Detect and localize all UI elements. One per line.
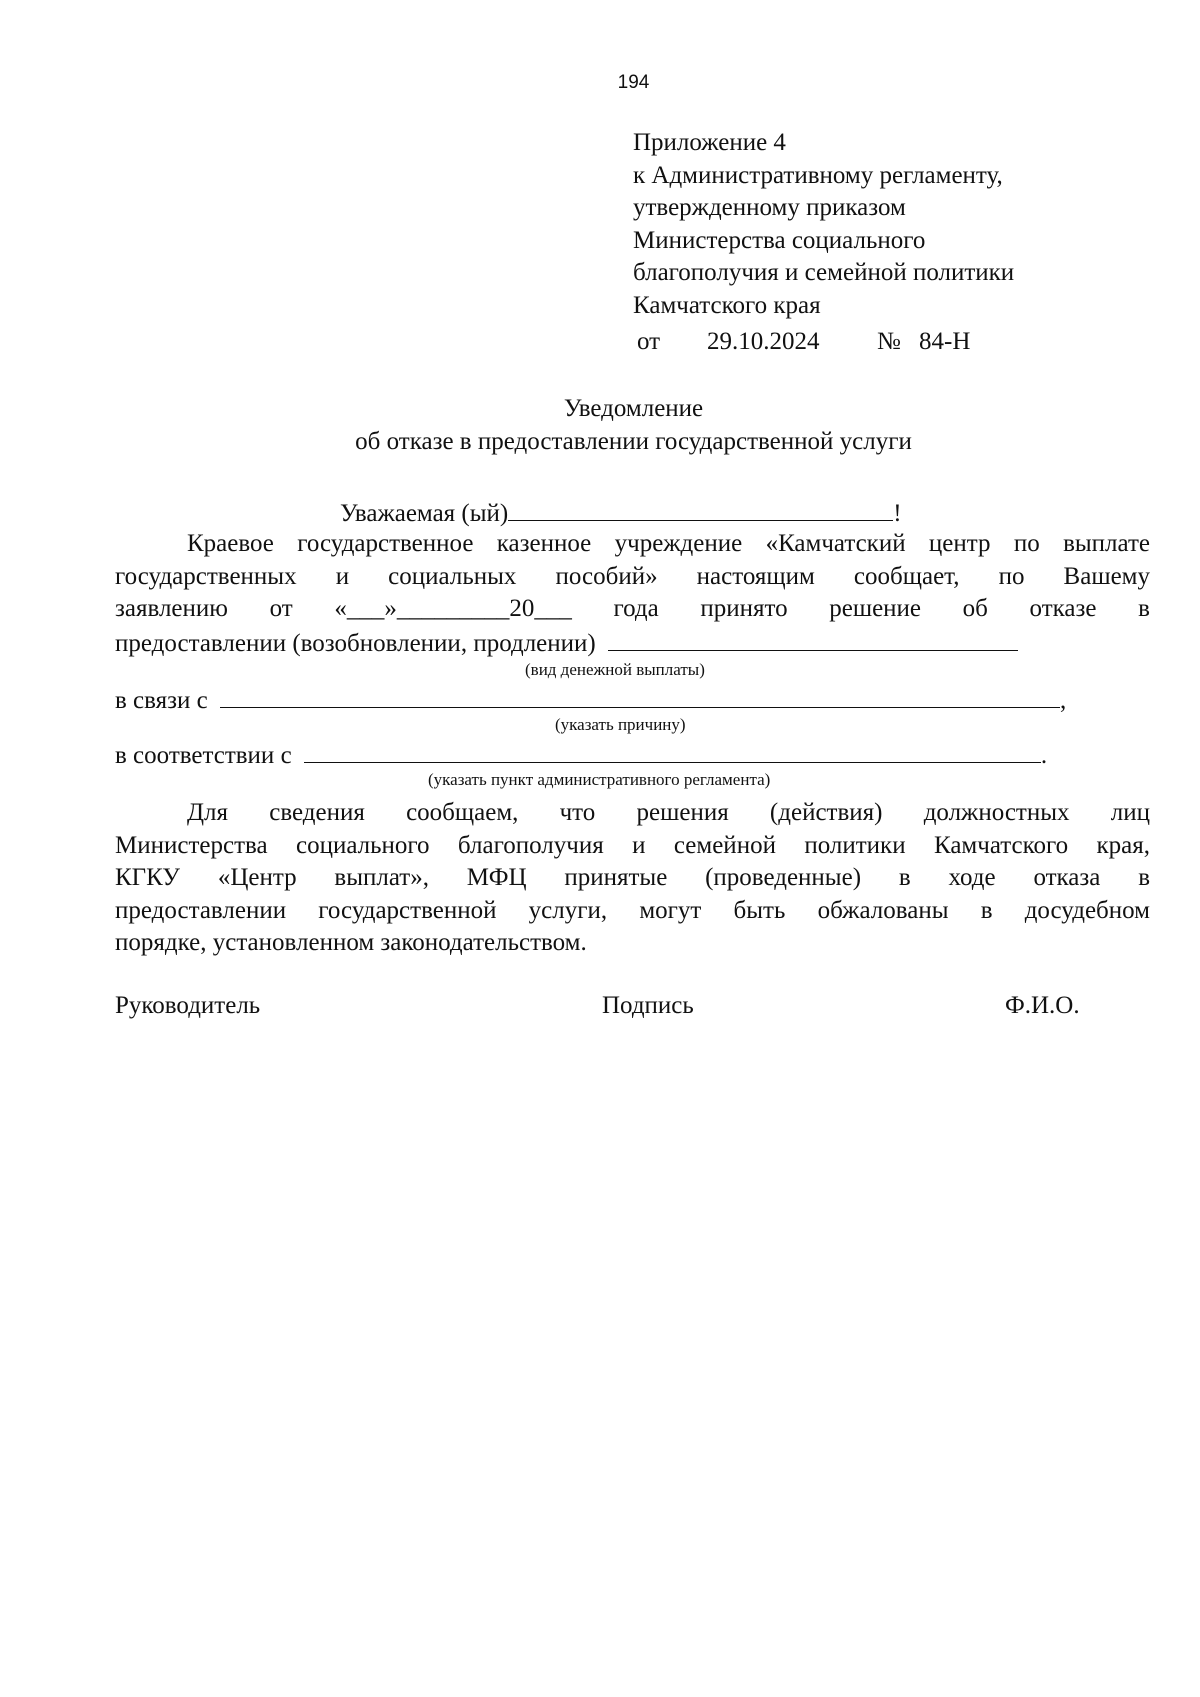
approval-line: Приложение 4	[633, 129, 786, 156]
date-prefix: от	[637, 328, 661, 355]
recipient-name-line	[508, 496, 893, 521]
order-date: 29.10.2024	[707, 328, 820, 355]
accordance-end: .	[1040, 742, 1048, 769]
order-number: 84-Н	[919, 328, 971, 355]
number-sign: №	[877, 328, 901, 355]
salutation-end: !	[893, 500, 902, 527]
reason-hint: (указать причину)	[555, 715, 686, 734]
page-number: 194	[617, 72, 650, 93]
word: года	[613, 595, 659, 622]
salutation	[340, 496, 902, 528]
payment-type-hint: (вид денежной выплаты)	[525, 660, 705, 679]
paragraph-row: предоставлении государственной услуги, могут быть обжалованы в досудебном	[115, 896, 1150, 924]
reason-row	[115, 683, 1066, 715]
approval-line: к Административному регламенту,	[633, 161, 1003, 189]
notice-title: Уведомление	[563, 395, 704, 422]
salutation-text: Уважаемая (ый)	[340, 500, 509, 527]
approval-line: утвержденному приказом	[633, 194, 906, 221]
approval-block	[633, 127, 1014, 359]
word: в	[1138, 595, 1150, 622]
paragraph-row: Министерства социального благополучия и семейной политики Камчатского края,	[115, 831, 1150, 859]
reason-line	[220, 683, 1060, 708]
paragraph-row: государственных и социальных пособий» настоящим сообщает, по Вашему	[115, 562, 1150, 590]
regulation-item-hint: (указать пункт административного регламента)	[428, 770, 771, 789]
approval-line: благополучия и семейной политики	[633, 259, 1015, 286]
signature-head: Руководитель	[115, 992, 261, 1019]
payment-type-line	[608, 626, 1018, 651]
signature-sign: Подпись	[602, 992, 694, 1019]
word: заявлению	[115, 595, 228, 622]
word: об	[962, 595, 988, 622]
approval-line: Министерства социального	[633, 226, 926, 254]
paragraph-row: предоставлении (возобновлении, продлении)	[115, 629, 596, 657]
paragraph-appeal	[115, 797, 1150, 960]
word: отказе	[1029, 595, 1097, 622]
paragraph-row: Краевое государственное казенное учреждение «Камчатский центр по выплате	[187, 530, 1150, 557]
paragraph-row: КГКУ «Центр выплат», МФЦ принятые (проведенные) в ходе отказа в	[115, 864, 1150, 891]
notice-subtitle: об отказе в предоставлении государственной услуги	[355, 428, 912, 455]
word: решение	[829, 595, 922, 622]
word: принято	[700, 595, 788, 622]
regulation-item-line	[304, 738, 1041, 763]
application-date-blank: «___»_________20___	[334, 595, 572, 622]
approval-line: Камчатского края	[633, 291, 821, 319]
word: от	[269, 595, 293, 622]
signature-name: Ф.И.О.	[1005, 992, 1080, 1019]
application-date-row	[115, 593, 1150, 626]
accordance-label: в соответствии с	[115, 742, 292, 769]
paragraph-main	[115, 528, 1150, 660]
order-date-number	[633, 326, 1014, 359]
accordance-row	[115, 738, 1047, 770]
reason-label: в связи с	[115, 687, 208, 714]
paragraph-row: порядке, установленном законодательством.	[115, 929, 587, 956]
payment-type-row	[115, 626, 1150, 661]
paragraph-row: Для сведения сообщаем, что решения (действия) должностных лиц	[187, 799, 1150, 826]
reason-end: ,	[1059, 687, 1067, 714]
